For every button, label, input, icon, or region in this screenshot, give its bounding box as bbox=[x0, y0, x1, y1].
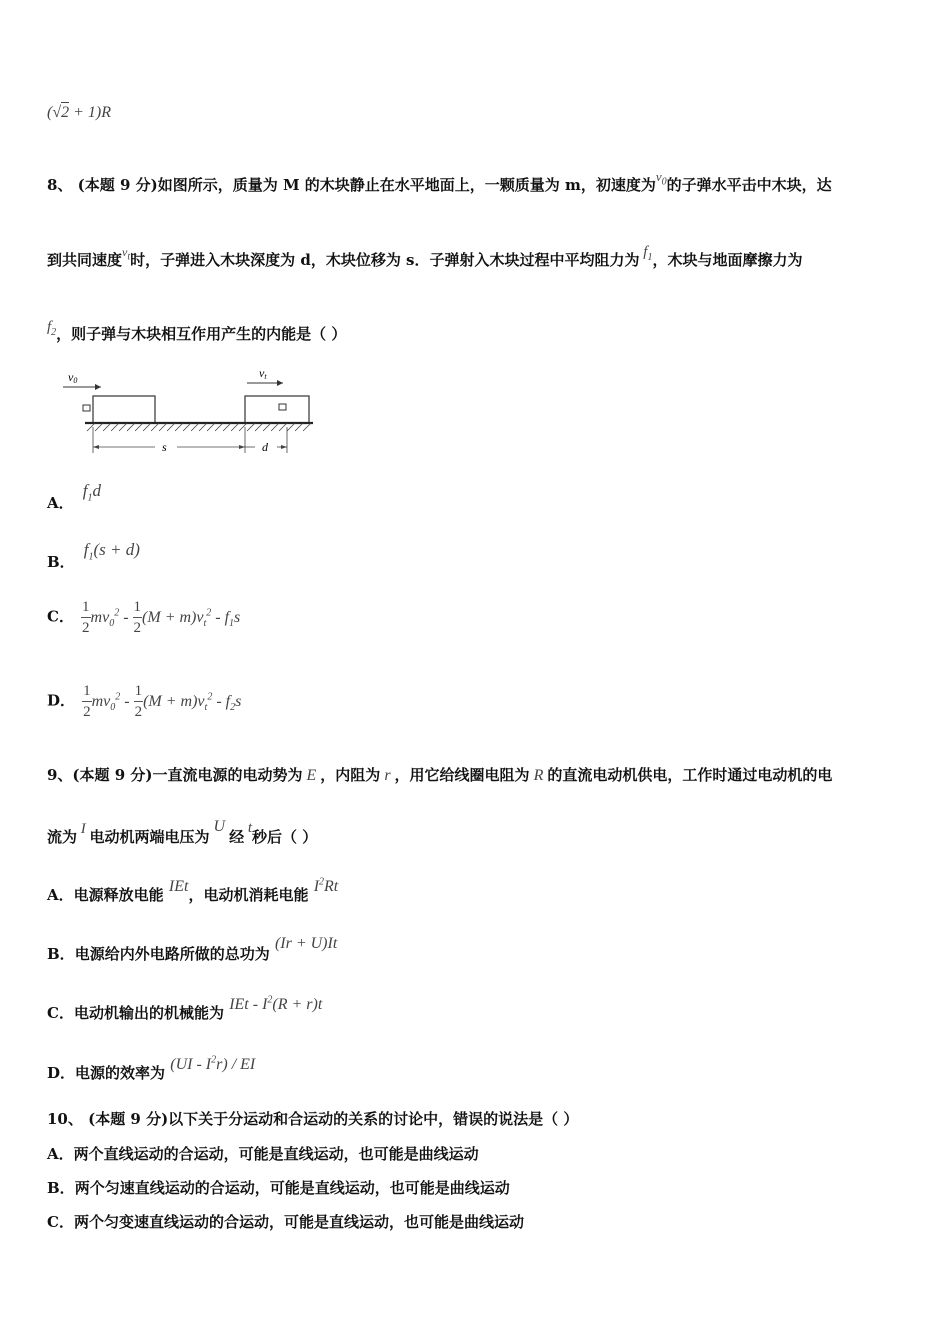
s-label: s bbox=[162, 440, 167, 454]
block-final bbox=[245, 396, 309, 423]
bullet-block-figure bbox=[55, 365, 320, 460]
q8-line3: $f_2$，则子弹与木块相互作用产生的内能是（ ） bbox=[47, 319, 347, 343]
q9-line2: 流为 I 电动机两端电压为 U 经 t秒后（ ） bbox=[47, 818, 318, 846]
q8-option-a[interactable]: A． $f_1d$ bbox=[47, 481, 101, 512]
q9-option-b[interactable]: B．电源给内外电路所做的总功为 (Ir + U)It bbox=[47, 935, 338, 963]
ground-hatch bbox=[87, 423, 311, 431]
d-label: d bbox=[262, 440, 268, 454]
q8-line1: 8、 (本题 9 分)如图所示，质量为 M 的木块静止在水平地面上，一颗质量为 m，初速度为$v_0$的子弹水平击中木块，达 bbox=[47, 169, 832, 194]
previous-answer: (√2 + 1)R bbox=[47, 104, 112, 121]
q9-option-d[interactable]: D．电源的效率为 $(UI - I^2r)$ / EI bbox=[47, 1054, 256, 1082]
q8-option-c[interactable]: C． $\frac{1}{2}$ $mv_0^2$ - $\frac{1}{2}$ $(M + m)v_t^2 - f_1s$ bbox=[47, 599, 241, 636]
q9-option-a[interactable]: A．电源释放电能 IEt，电动机消耗电能 $I^2Rt$ bbox=[47, 876, 339, 904]
block-initial bbox=[93, 396, 155, 423]
bullet-initial bbox=[83, 405, 90, 411]
q8-option-b[interactable]: B． $f_1(s + d)$ bbox=[47, 540, 140, 571]
q8-line2: 到共同速度$^{v_t}$时，子弹进入木块深度为 d，木块位移为 s．子弹射入木块过程中平均阻力为 $f_1$，木块与地面摩擦力为 bbox=[47, 244, 803, 269]
q9-option-c[interactable]: C．电动机输出的机械能为 IEt - $I^2(R + r)t$ bbox=[47, 994, 323, 1022]
q9-line1: 9、(本题 9 分)一直流电源的电动势为 E ，内阻为 r ，用它给线圈电阻为 R 的直流电动机供电，工作时通过电动机的电 bbox=[47, 766, 833, 784]
v0-label: v0 bbox=[68, 370, 78, 385]
bullet-final bbox=[279, 404, 286, 410]
q8-option-d[interactable]: D． $\frac{1}{2}$ $mv_0^2$ - $\frac{1}{2}$ $(M + m)v_t^2 - f_2s$ bbox=[47, 683, 242, 720]
q10-option-c[interactable]: C．两个匀变速直线运动的合运动，可能是直线运动，也可能是曲线运动 bbox=[47, 1213, 524, 1231]
q10-stem: 10、 (本题 9 分)以下关于分运动和合运动的关系的讨论中，错误的说法是（ ） bbox=[47, 1110, 579, 1128]
vt-label: vt bbox=[259, 366, 267, 381]
q10-option-a[interactable]: A．两个直线运动的合运动，可能是直线运动，也可能是曲线运动 bbox=[47, 1145, 479, 1163]
q10-option-b[interactable]: B．两个匀速直线运动的合运动，可能是直线运动，也可能是曲线运动 bbox=[47, 1179, 510, 1197]
